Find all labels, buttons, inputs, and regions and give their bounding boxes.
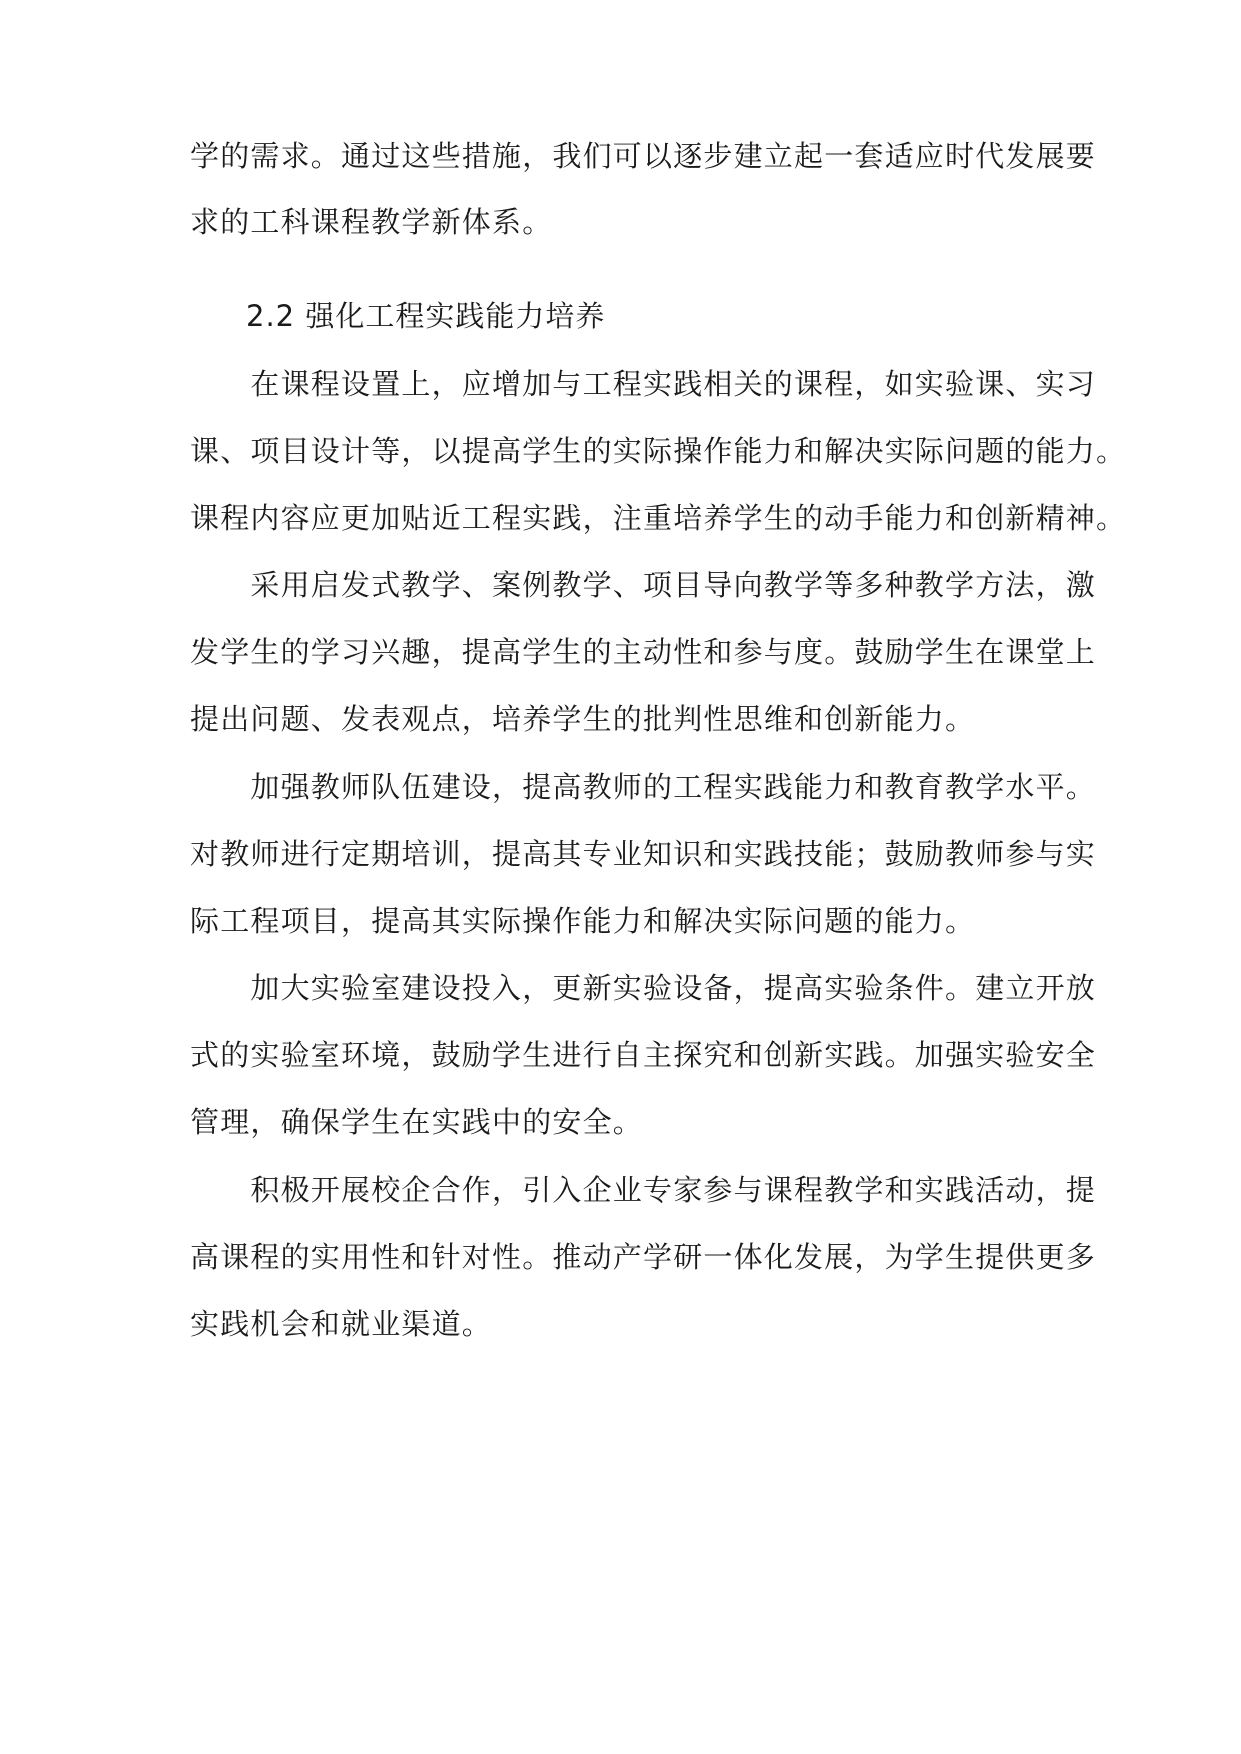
paragraph-5-line-2: 高课程的实用性和针对性。推动产学研一体化发展，为学生提供更多 — [190, 1240, 1097, 1274]
paragraph-4-line-1: 加大实验室建设投入，更新实验设备，提高实验条件。建立开放 — [190, 971, 1097, 1005]
paragraph-4-line-3: 管理，确保学生在实践中的安全。 — [190, 1105, 644, 1139]
paragraph-2-line-1: 采用启发式教学、案例教学、项目导向教学等多种教学方法，激 — [190, 568, 1097, 602]
paragraph-3-line-2: 对教师进行定期培训，提高其专业知识和实践技能；鼓励教师参与实 — [190, 837, 1097, 871]
paragraph-2-line-2: 发学生的学习兴趣，提高学生的主动性和参与度。鼓励学生在课堂上 — [190, 635, 1097, 669]
paragraph-3-line-3: 际工程项目，提高其实际操作能力和解决实际问题的能力。 — [190, 904, 976, 938]
intro-line-2: 求的工科课程教学新体系。 — [190, 205, 553, 239]
paragraph-5-line-1: 积极开展校企合作，引入企业专家参与课程教学和实践活动，提 — [190, 1173, 1097, 1207]
section-heading: 2.2 强化工程实践能力培养 — [246, 299, 606, 333]
paragraph-3-line-1: 加强教师队伍建设，提高教师的工程实践能力和教育教学水平。 — [190, 770, 1097, 804]
paragraph-5-line-3: 实践机会和就业渠道。 — [190, 1307, 493, 1341]
paragraph-2-line-3: 提出问题、发表观点，培养学生的批判性思维和创新能力。 — [190, 702, 976, 736]
paragraph-1-line-2: 课、项目设计等，以提高学生的实际操作能力和解决实际问题的能力。 — [190, 434, 1127, 468]
paragraph-1-line-1: 在课程设置上，应增加与工程实践相关的课程，如实验课、实习 — [190, 367, 1097, 401]
paragraph-1-line-3: 课程内容应更加贴近工程实践，注重培养学生的动手能力和创新精神。 — [190, 501, 1127, 535]
paragraph-4-line-2: 式的实验室环境，鼓励学生进行自主探究和创新实践。加强实验安全 — [190, 1038, 1097, 1072]
intro-line-1: 学的需求。通过这些措施，我们可以逐步建立起一套适应时代发展要 — [190, 139, 1097, 173]
